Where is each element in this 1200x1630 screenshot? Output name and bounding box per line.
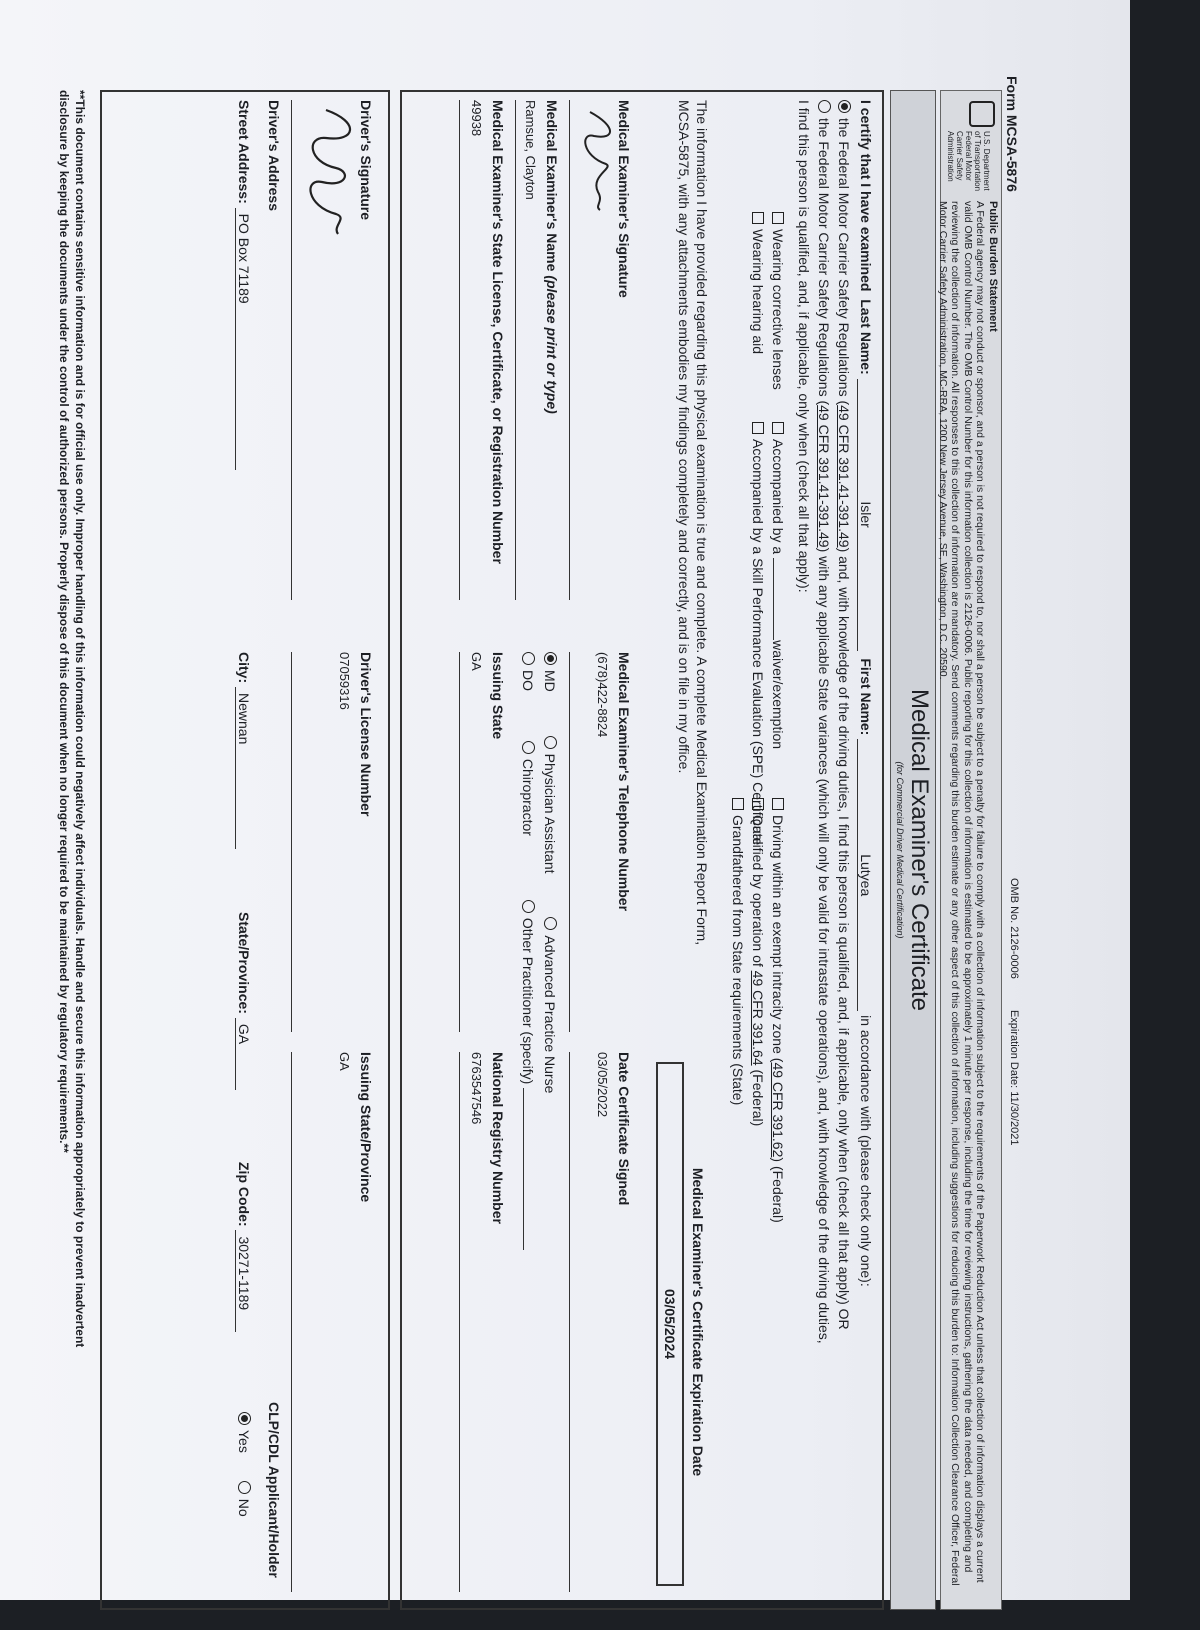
examiner-name-line: [515, 100, 516, 600]
option-state[interactable]: [816, 100, 832, 1344]
option1-link[interactable]: 49 CFR 391.41-391.49: [836, 405, 852, 548]
apn-option[interactable]: [542, 917, 558, 1093]
examiner-name-hint: (please print or type): [544, 275, 560, 414]
grandfathered-label: Grandfathered from State requirements (State): [730, 815, 746, 1106]
driver-signature-line[interactable]: [291, 100, 292, 600]
credential-row2: [520, 652, 536, 1250]
license-label: Medical Examiner's State License, Certificate, or Registration Number: [490, 100, 506, 564]
omb-bar: [1008, 850, 1020, 1146]
driver-license-label: Driver's License Number: [358, 652, 374, 817]
province-row: [235, 912, 252, 1090]
driver-address-label: Driver's Address: [266, 100, 282, 211]
exempt-zone-link[interactable]: 49 CFR 391.62: [770, 1062, 786, 1158]
option2-pre: the Federal Motor Carrier Safety Regulations (: [816, 118, 832, 406]
pa-radio[interactable]: [544, 736, 557, 749]
last-name-field[interactable]: Isler: [857, 379, 874, 651]
exempt-zone-pre: Driving within an exempt intracity zone (: [770, 815, 786, 1063]
rotated-form: [0, 70, 1020, 1630]
qualified-pre: Qualified by operation of: [750, 815, 766, 971]
registry-value[interactable]: 6763547546: [469, 1052, 484, 1125]
state-variance-radio[interactable]: [818, 100, 831, 113]
driver-state-line: [291, 1052, 292, 1592]
phone-field: [595, 652, 632, 911]
license-line: [459, 100, 460, 600]
pa-label: Physician Assistant: [542, 753, 558, 874]
certify-tail: in accordance with (please check only one):: [858, 1015, 874, 1287]
apn-radio[interactable]: [544, 917, 557, 930]
driver-address-field: [266, 100, 282, 211]
issuing-state-label: Issuing State: [490, 652, 506, 740]
issuing-state-value[interactable]: GA: [469, 652, 484, 671]
examiner-signature-label: Medical Examiner's Signature: [616, 100, 632, 298]
issuing-state-field: [469, 652, 506, 739]
chiro-radio[interactable]: [522, 741, 535, 754]
condition-qualified[interactable]: [750, 798, 766, 1126]
expiration-date-box[interactable]: 03/05/2024: [656, 1062, 684, 1586]
option2-post: ) with any applicable State variances (which will only be valid for intrastate operations), and, with knowledge of the driving duties,: [816, 547, 832, 1344]
agency-name: U.S. Department of Transportation Federal Motor Carrier Safety Administration: [946, 131, 991, 192]
condition-lenses[interactable]: [770, 212, 786, 390]
chiro-option[interactable]: [520, 741, 536, 836]
certify-lead: I certify that I have examined: [858, 100, 874, 292]
driver-license-field: [337, 652, 374, 816]
dot-logo-icon: [969, 101, 995, 127]
license-value[interactable]: 49938: [469, 100, 484, 137]
examiner-signature-mark: [576, 106, 620, 216]
footnote: [56, 90, 88, 1610]
attest-line2: MCSA-5875, with any attachments embodies my findings completely and correctly, and is on file in my office.: [676, 100, 692, 774]
zip-label: Zip Code:: [236, 1162, 252, 1227]
examiner-signature-line[interactable]: [569, 100, 570, 600]
qualified-link[interactable]: 49 CFR 391.64: [750, 970, 766, 1066]
other-radio[interactable]: [522, 900, 535, 913]
option1-pre: the Federal Motor Carrier Safety Regulations (: [836, 118, 852, 406]
qualified-post: (Federal): [750, 1065, 766, 1127]
condition-hearing[interactable]: [750, 212, 766, 354]
province-value[interactable]: GA: [235, 1018, 252, 1090]
cdl-yes-label: Yes: [236, 1430, 252, 1453]
registry-field: [469, 1052, 506, 1224]
expiration-label: Medical Examiner's Certificate Expiration Date: [690, 1167, 706, 1477]
examiner-name-field: [523, 100, 560, 414]
waiver-label: Accompanied by a: [770, 439, 786, 555]
condition-exempt-zone[interactable]: [770, 798, 786, 1223]
other-option[interactable]: [520, 900, 536, 1085]
date-signed-value[interactable]: 03/05/2022: [595, 1052, 610, 1118]
cdl-options: [236, 1412, 252, 1517]
exempt-zone-checkbox[interactable]: [772, 798, 784, 810]
lenses-label: Wearing corrective lenses: [770, 229, 786, 390]
footnote-line1: **This document contains sensitive information and is for official use only. Improper handling of this information could negatively affect individuals. Handle and secure this information appropriately to prevent inadvertent: [73, 90, 87, 1348]
pa-option[interactable]: [542, 736, 558, 874]
first-name-label: First Name:: [858, 658, 874, 736]
option2-continued: I find this person is qualified, and, if applicable, only when (check all that apply):: [796, 100, 812, 593]
chiro-label: Chiropractor: [520, 758, 536, 836]
hearing-label: Wearing hearing aid: [750, 229, 766, 355]
cdl-no-label: No: [236, 1498, 252, 1517]
expiration-field: [662, 1052, 706, 1592]
do-option[interactable]: [520, 652, 536, 691]
cdl-field: [266, 1402, 282, 1578]
cdl-label: CLP/CDL Applicant/Holder: [266, 1402, 282, 1578]
other-label: Other Practitioner (specify): [520, 917, 536, 1085]
driver-state-value[interactable]: GA: [337, 1052, 352, 1071]
exempt-zone-post: ) (Federal): [770, 1157, 786, 1223]
registry-line: [459, 1052, 460, 1592]
street-label: Street Address:: [236, 100, 252, 204]
license-field: [469, 100, 506, 564]
expiration-date: Expiration Date: 11/30/2021: [1008, 1009, 1020, 1146]
footnote-line2: disclosure by keeping the documents under the control of authorized persons. Properly dispose of this document when no longer required to be maintained by regulatory requirements.**: [57, 90, 71, 1153]
page-title: Medical Examiner's Certificate: [906, 688, 933, 1012]
cdl-yes-radio[interactable]: [238, 1412, 251, 1425]
do-label: DO: [520, 670, 536, 691]
form-id: Form MCSA-5876: [1004, 76, 1020, 192]
date-signed-label: Date Certificate Signed: [616, 1052, 632, 1206]
street-value[interactable]: PO Box 71189: [235, 208, 252, 470]
city-row: [235, 652, 252, 849]
issuing-state-line: [459, 652, 460, 1032]
federal-radio[interactable]: [838, 100, 851, 113]
driver-license-line: [291, 652, 292, 1032]
md-option[interactable]: [542, 652, 558, 692]
city-value[interactable]: Newnan: [235, 687, 252, 849]
omb-number: OMB No. 2126-0006: [1008, 878, 1020, 979]
md-label: MD: [542, 670, 558, 692]
driver-signature-label: Driver's Signature: [358, 100, 374, 221]
credential-row1: [542, 652, 558, 1093]
apn-label: Advanced Practice Nurse: [542, 935, 558, 1094]
qualified-checkbox[interactable]: [752, 798, 764, 810]
title-banner: [890, 90, 936, 1610]
option1-post: ) and, with knowledge of the driving duties, I find this person is qualified, and, if applicable, only when (check all that apply) OR: [836, 547, 852, 1330]
examiner-name-label: Medical Examiner's Name: [544, 100, 560, 272]
driver-state-field: [337, 1052, 374, 1202]
spe-label: Accompanied by a Skill Performance Evaluation (SPE) Certificate: [750, 439, 766, 846]
address-row: [235, 100, 252, 470]
examiner-name-value[interactable]: Ramsue, Clayton: [523, 100, 538, 200]
driver-state-label: Issuing State/Province: [358, 1052, 374, 1203]
certification-section: [400, 90, 884, 1610]
date-signed-field: [595, 1052, 632, 1205]
burden-statement: [937, 90, 1002, 1610]
waiver-checkbox[interactable]: [772, 422, 784, 434]
page-subtitle: (for Commercial Driver Medical Certification): [895, 761, 905, 939]
date-signed-line: [569, 1052, 570, 1592]
grandfathered-checkbox[interactable]: [732, 798, 744, 810]
driver-license-value[interactable]: 07059316: [337, 652, 352, 710]
md-radio[interactable]: [544, 652, 557, 665]
do-radio[interactable]: [522, 652, 535, 665]
province-label: State/Province:: [236, 912, 252, 1014]
other-specify-field[interactable]: [523, 1088, 524, 1250]
condition-grandfathered[interactable]: [730, 798, 746, 1105]
zip-value[interactable]: 30271-1189: [235, 1230, 252, 1332]
phone-label: Medical Examiner's Telephone Number: [616, 652, 632, 912]
condition-waiver[interactable]: [770, 422, 786, 749]
spe-checkbox[interactable]: [752, 422, 764, 434]
waiver-blank[interactable]: [773, 558, 774, 640]
burden-heading: Public Burden Statement: [987, 201, 999, 332]
phone-value[interactable]: (678)422-8824: [595, 652, 610, 738]
cdl-no-option[interactable]: [236, 1481, 252, 1517]
attest-line1: The information I have provided regarding this physical examination is true and complete. A complete Medical Examination Report Form,: [694, 100, 710, 946]
hearing-checkbox[interactable]: [752, 212, 764, 224]
last-name-label: Last Name:: [858, 299, 874, 375]
first-name-field[interactable]: Lutyea: [857, 739, 874, 1011]
city-label: City:: [236, 652, 252, 684]
waiver-exemption-label: waiver/exemption: [770, 640, 786, 750]
driver-section: [100, 90, 390, 1610]
condition-spe[interactable]: [750, 422, 766, 845]
cdl-yes-option[interactable]: [236, 1412, 252, 1453]
phone-line: [569, 652, 570, 1032]
burden-text: A Federal agency may not conduct or sponsor, and a person is not required to respond to, nor shall a person be subject to a penalty for failure to comply with a collection of information subject to the requirements of the Paperwork Reduction Act unless that collection of information displays a current valid OMB Control Number. The OMB Control Number for this information collection is 2126-0006. Public reporting for this collection of information is estimated to be approximately 1 minute per response, including the time for reviewing instructions, gathering the data needed, and completing and reviewing the collection of information. All responses to this collection of information are mandatory. Send comments regarding this burden estimate or any other aspect of this collection of information, including suggestions for reducing this burden to: Information Collection Clearance Officer, Federal Motor Carrier Safety Administration, MC-RRA, 1200 New Jersey Avenue, SE, Washington, D.C. 20590.: [937, 201, 987, 1586]
driver-signature-mark: [296, 102, 366, 242]
lenses-checkbox[interactable]: [772, 212, 784, 224]
certify-line: [857, 100, 874, 1287]
option2-link[interactable]: 49 CFR 391.41-391.49: [816, 405, 832, 548]
cdl-no-radio[interactable]: [238, 1481, 251, 1494]
zip-row: [235, 1162, 252, 1332]
option-federal[interactable]: [836, 100, 852, 1330]
registry-label: National Registry Number: [490, 1052, 506, 1224]
